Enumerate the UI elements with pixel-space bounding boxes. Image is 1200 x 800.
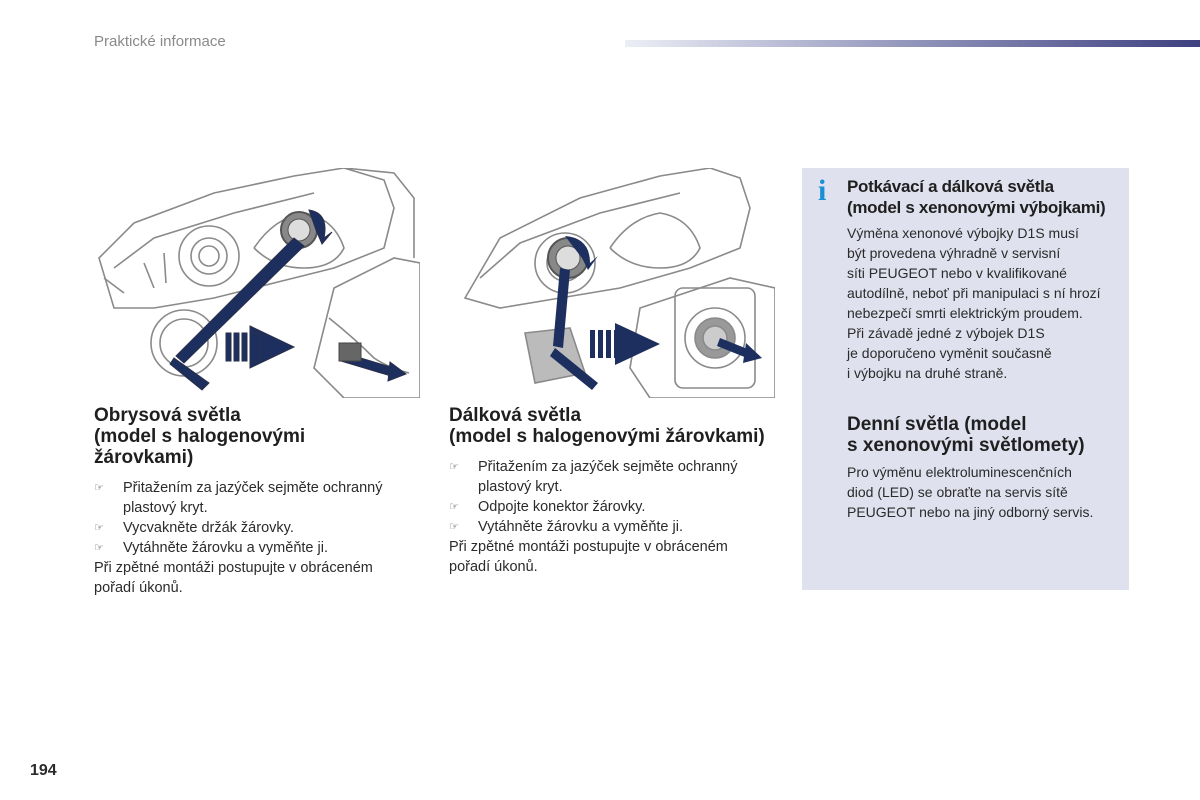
- list-item: ☞ Odpojte konektor žárovky.: [449, 499, 646, 515]
- headlamp-drawing-1: [94, 168, 420, 398]
- hand-pointer-icon: ☞: [449, 461, 459, 473]
- middle-column-steps: [449, 457, 784, 537]
- headlamp-drawing-2: [450, 168, 775, 398]
- list-item: ☞ Vytáhněte žárovku a vyměňte ji.: [449, 519, 683, 535]
- info-box-title: Potkávací a dálková světla (model s xenonovými výbojkami): [847, 177, 1106, 217]
- hand-pointer-icon: ☞: [94, 542, 104, 554]
- hand-pointer-icon: ☞: [94, 522, 104, 534]
- list-item: ☞ Přitažením za jazýček sejměte ochranný plastový kryt.: [449, 459, 738, 495]
- illustration-high-beam: [450, 168, 775, 398]
- middle-column-title: Dálková světla (model s halogenovými žárovkami): [449, 405, 765, 447]
- info-box: [802, 168, 1129, 590]
- left-column-steps: [94, 478, 424, 558]
- list-item: ☞ Vytáhněte žárovku a vyměňte ji.: [94, 540, 328, 556]
- info-box-title-drl: Denní světla (model s xenonovými světlomety): [847, 414, 1085, 456]
- hand-pointer-icon: ☞: [449, 501, 459, 513]
- list-item: ☞ Přitažením za jazýček sejměte ochranný plastový kryt.: [94, 480, 383, 516]
- info-box-text: Výměna xenonové výbojky D1S musí být provedena výhradně v servisní síti PEUGEOT nebo v kvalifikované autodílně, neboť při manipulaci s ní hrozí nebezpečí smrti elektrickým proudem. Při závadě jedné z výbojek D1S je doporučeno vyměnit současně i výbojku na druhé straně.: [847, 225, 1101, 381]
- page-number: 194: [30, 762, 57, 779]
- list-item: ☞ Vycvakněte držák žárovky.: [94, 520, 294, 536]
- illustration-position-lamp: [94, 168, 420, 398]
- section-title: Praktické informace: [94, 33, 226, 50]
- hand-pointer-icon: ☞: [449, 521, 459, 533]
- left-column-title: Obrysová světla (model s halogenovými žárovkami): [94, 405, 306, 468]
- middle-column: [449, 405, 784, 577]
- left-column-note: Při zpětné montáži postupujte v obráceném pořadí úkonů.: [94, 560, 373, 596]
- middle-column-note: Při zpětné montáži postupujte v obráceném pořadí úkonů.: [449, 539, 728, 575]
- header-gradient-bar: [625, 40, 1200, 47]
- info-box-text-drl: Pro výměnu elektroluminescenčních diod (LED) se obraťte na servis sítě PEUGEOT nebo na jiný odborný servis.: [847, 464, 1094, 520]
- left-column: [94, 405, 424, 598]
- hand-pointer-icon: ☞: [94, 482, 104, 494]
- info-icon: i: [818, 174, 827, 207]
